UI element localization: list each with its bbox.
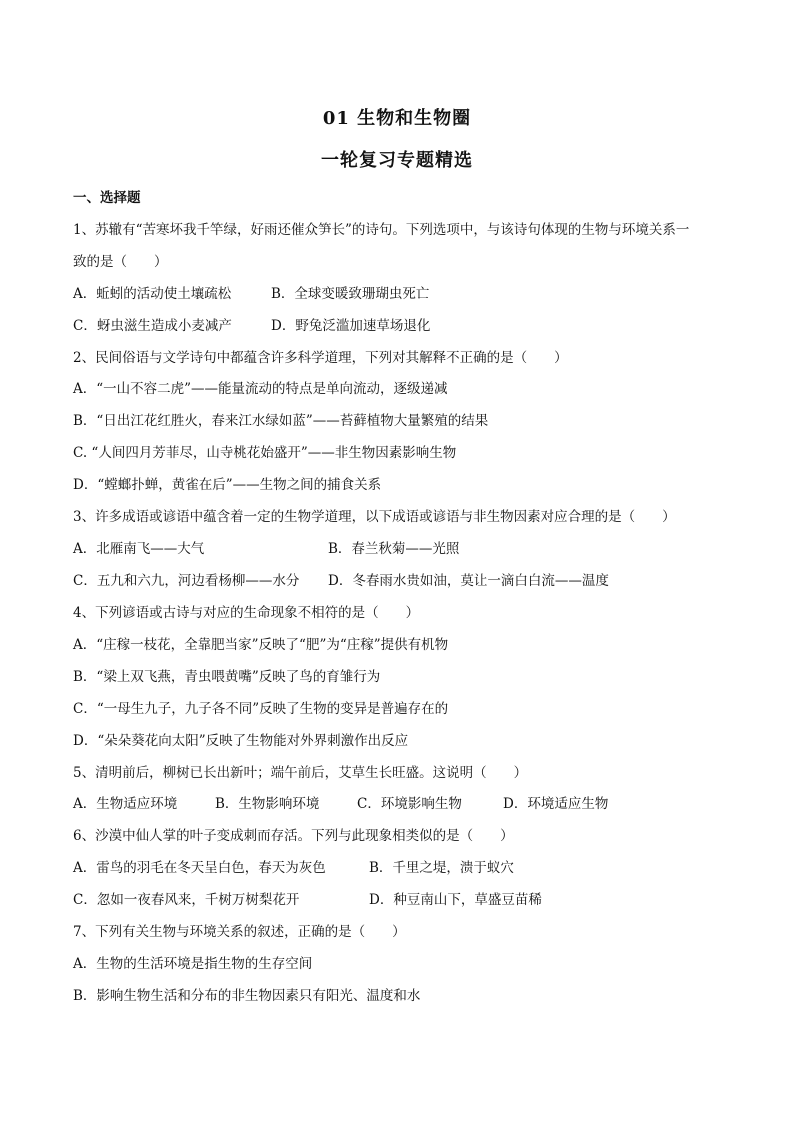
question-2-option-a: A．“一山不容二虎”——能量流动的特点是单向流动，逐级递减 bbox=[73, 381, 448, 397]
question-7-option-a: A．生物的生活环境是指生物的生存空间 bbox=[73, 956, 313, 972]
question-1-stem-line-2: 致的是（ ） bbox=[73, 254, 168, 270]
question-4-option-d: D．“朵朵葵花向太阳”反映了生物能对外界刺激作出反应 bbox=[73, 733, 409, 749]
question-3-option-a: A．北雁南飞——大气 bbox=[73, 541, 205, 557]
document-title: 01 生物和生物圈 bbox=[322, 108, 472, 129]
question-6-option-b: B．千里之堤，溃于蚁穴 bbox=[369, 860, 514, 876]
question-6-option-d: D．种豆南山下，草盛豆苗稀 bbox=[369, 892, 542, 908]
question-3-option-d: D．冬春雨水贵如油，莫让一滴白白流——温度 bbox=[328, 573, 609, 589]
question-3-stem: 3、许多成语或谚语中蕴含着一定的生物学道理，以下成语或谚语与非生物因素对应合理的是（ ） bbox=[73, 509, 676, 525]
question-3-option-c: C．五九和六九，河边看杨柳——水分 bbox=[73, 573, 300, 589]
question-1-option-a: A．蚯蚓的活动使土壤疏松 bbox=[73, 286, 232, 302]
question-2-option-b: B．“日出江花红胜火，春来江水绿如蓝”——苔藓植物大量繁殖的结果 bbox=[73, 413, 489, 429]
section-heading: 一、选择题 bbox=[73, 190, 141, 206]
question-2-option-d: D．“螳螂扑蝉，黄雀在后”——生物之间的捕食关系 bbox=[73, 477, 382, 493]
document-subtitle: 一轮复习专题精选 bbox=[321, 150, 473, 171]
question-4-stem: 4、下列谚语或古诗与对应的生命现象不相符的是（ ） bbox=[73, 605, 420, 621]
question-7-option-b: B．影响生物生活和分布的非生物因素只有阳光、温度和水 bbox=[73, 988, 421, 1004]
question-5-option-d: D．环境适应生物 bbox=[503, 796, 609, 812]
question-6-option-a: A．雷鸟的羽毛在冬天呈白色，春天为灰色 bbox=[73, 860, 326, 876]
question-1-option-c: C．蚜虫滋生造成小麦减产 bbox=[73, 318, 232, 334]
question-5-option-a: A．生物适应环境 bbox=[73, 796, 178, 812]
question-1-stem-line-1: 1、苏辙有“苦寒坏我千竿绿，好雨还催众笋长”的诗句。下列选项中，与该诗句体现的生物与环境关系一 bbox=[73, 222, 690, 238]
question-5-option-b: B．生物影响环境 bbox=[215, 796, 320, 812]
question-2-option-c: C. “人间四月芳菲尽，山寺桃花始盛开”——非生物因素影响生物 bbox=[73, 445, 457, 461]
question-4-option-c: C．“一母生九子，九子各不同”反映了生物的变异是普遍存在的 bbox=[73, 701, 449, 717]
question-6-option-c: C．忽如一夜春风来，千树万树梨花开 bbox=[73, 892, 300, 908]
question-1-option-d: D．野兔泛滥加速草场退化 bbox=[271, 318, 431, 334]
question-6-stem: 6、沙漠中仙人掌的叶子变成刺而存活。下列与此现象相类似的是（ ） bbox=[73, 828, 514, 844]
question-7-stem: 7、下列有关生物与环境关系的叙述，正确的是（ ） bbox=[73, 924, 406, 940]
question-4-option-a: A．“庄稼一枝花，全靠肥当家”反映了“肥”为“庄稼”提供有机物 bbox=[73, 637, 449, 653]
question-5-stem: 5、清明前后，柳树已长出新叶；端午前后，艾草生长旺盛。这说明（ ） bbox=[73, 765, 528, 781]
question-2-stem: 2、民间俗语与文学诗句中都蕴含许多科学道理，下列对其解释不正确的是（ ） bbox=[73, 350, 568, 366]
question-4-option-b: B．“梁上双飞燕，青虫喂黄嘴”反映了鸟的育雏行为 bbox=[73, 669, 381, 685]
question-1-option-b: B．全球变暖致珊瑚虫死亡 bbox=[271, 286, 430, 302]
question-5-option-c: C．环境影响生物 bbox=[357, 796, 462, 812]
question-3-option-b: B．春兰秋菊——光照 bbox=[328, 541, 460, 557]
